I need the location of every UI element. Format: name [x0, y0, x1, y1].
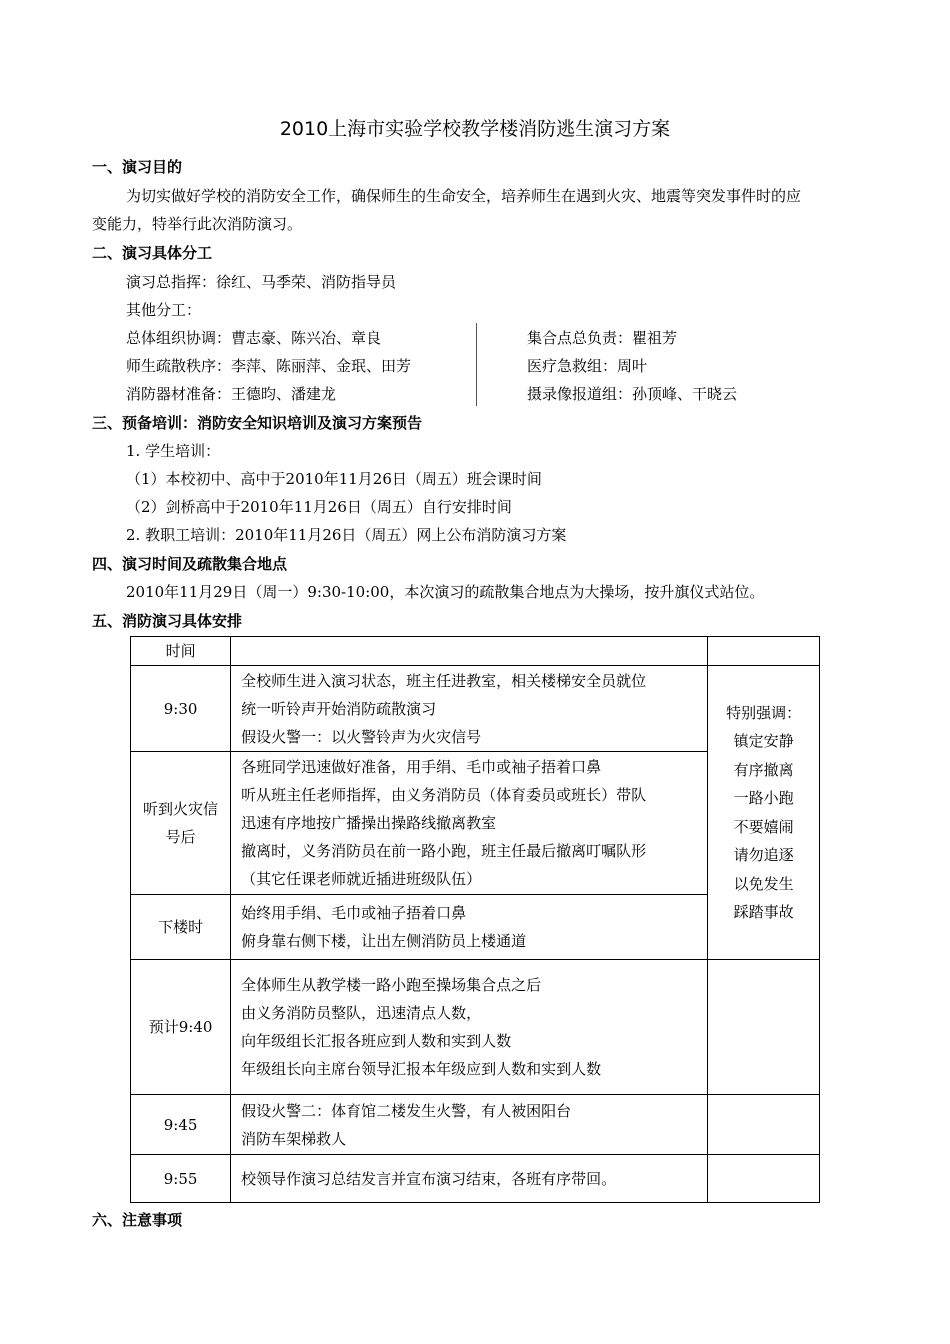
note-line: 请勿追逐: [733, 846, 794, 864]
duty-left-3: 消防器材准备：王德昀、潘建龙: [126, 385, 337, 403]
table-row: [131, 960, 820, 1095]
duty-divider: [476, 323, 477, 406]
table-row: [131, 1095, 820, 1155]
row-line: 始终用手绢、毛巾或袖子捂着口鼻: [241, 904, 467, 922]
training-item-2: （1）本校初中、高中于2010年11月26日（周五）班会课时间: [126, 470, 542, 488]
row-line: 校领导作演习总结发言并宣布演习结束，各班有序带回。: [241, 1169, 617, 1188]
training-item-1: 1. 学生培训：: [126, 442, 221, 460]
duty-left-1: 总体组织协调：曹志豪、陈兴冶、章良: [126, 329, 382, 347]
row-content: [231, 1155, 708, 1203]
section1-para-line1: 为切实做好学校的消防安全工作，确保师生的生命安全，培养师生在遇到火灾、地震等突发事件时的应: [126, 187, 802, 205]
row-time: 9:30: [131, 666, 231, 752]
duty-left-2: 师生疏散秩序：李萍、陈丽萍、金珉、田芳: [126, 357, 412, 375]
note-line: 不要嬉闹: [733, 817, 794, 836]
row-time: 9:45: [131, 1095, 231, 1155]
section5-heading: 五、消防演习具体安排: [92, 612, 243, 630]
row-time: 9:55: [131, 1155, 231, 1203]
row-line: 假设火警二：体育馆二楼发生火警，有人被困阳台: [241, 1101, 572, 1120]
table-row: [131, 666, 820, 752]
empty-note-cell: [708, 960, 820, 1095]
row-time: 听到火灾信号后: [131, 752, 231, 895]
row-line: 撤离时，义务消防员在前一路小跑，班主任最后撤离叮嘱队形: [241, 842, 647, 860]
row-line: 年级组长向主席台领导汇报本年级应到人数和实到人数: [241, 1060, 602, 1078]
table-row: [131, 1155, 820, 1203]
duty-right-3: 摄录像报道组：孙顶峰、干晓云: [527, 385, 738, 403]
table-header-note: [708, 637, 820, 666]
document-title: 2010上海市实验学校教学楼消防逃生演习方案: [279, 118, 671, 140]
table-header-time: 时间: [131, 637, 231, 666]
row-content: [231, 752, 708, 895]
row-line: 统一听铃声开始消防疏散演习: [241, 699, 437, 718]
empty-note-cell: [708, 1155, 820, 1203]
section4-text: 2010年11月29日（周一）9:30-10:00，本次演习的疏散集合地点为大操场，按升旗仪式站位。: [126, 583, 765, 601]
table-header-row: [131, 637, 820, 666]
note-line: 一路小跑: [733, 789, 794, 807]
note-line: 以免发生: [733, 874, 794, 893]
commander-line: 演习总指挥：徐红、马季荣、消防指导员: [126, 273, 397, 291]
row-line: 迅速有序地按广播操出操路线撤离教室: [241, 814, 497, 832]
duty-right-2: 医疗急救组：周叶: [527, 357, 648, 375]
other-duties-label: 其他分工：: [126, 301, 202, 319]
row-line: 全体师生从教学楼一路小跑至操场集合点之后: [241, 976, 542, 994]
row-line: 俯身靠右侧下楼，让出左侧消防员上楼通道: [241, 932, 527, 950]
note-line: 踩踏事故: [733, 903, 794, 921]
section3-heading: 三、预备培训：消防安全知识培训及演习方案预告: [92, 414, 423, 432]
special-emphasis-note: [708, 666, 820, 960]
section1-heading: 一、演习目的: [92, 158, 183, 176]
section2-heading: 二、演习具体分工: [92, 244, 213, 262]
row-content: [231, 666, 708, 752]
row-time: 下楼时: [131, 895, 231, 960]
section1-para-line2: 变能力，特举行此次消防演习。: [92, 215, 303, 233]
row-line: 听从班主任老师指挥，由义务消防员（体育委员或班长）带队: [241, 786, 647, 804]
row-line: （其它任课老师就近插进班级队伍）: [241, 870, 482, 888]
drill-schedule-table: [130, 636, 820, 1203]
row-line: 全校师生进入演习状态，班主任进教室，相关楼梯安全员就位: [241, 671, 647, 690]
duty-right-1: 集合点总负责：瞿祖芳: [527, 329, 678, 347]
row-line: 各班同学迅速做好准备，用手绢、毛巾或袖子捂着口鼻: [241, 758, 602, 776]
row-line: 假设火警一：以火警铃声为火灾信号: [241, 727, 482, 746]
row-content: [231, 1095, 708, 1155]
empty-note-cell: [708, 1095, 820, 1155]
row-content: [231, 960, 708, 1095]
row-time: 预计9:40: [131, 960, 231, 1095]
row-line: 消防车架梯救人: [241, 1129, 347, 1148]
training-item-3: （2）剑桥高中于2010年11月26日（周五）自行安排时间: [126, 498, 512, 516]
row-content: [231, 895, 708, 960]
section6-heading: 六、注意事项: [92, 1211, 183, 1229]
note-line: 有序撤离: [733, 760, 794, 779]
training-item-4: 2. 教职工培训：2010年11月26日（周五）网上公布消防演习方案: [126, 526, 567, 544]
row-line: 由义务消防员整队，迅速清点人数，: [241, 1004, 482, 1022]
table-header-content: [231, 637, 708, 666]
row-line: 向年级组长汇报各班应到人数和实到人数: [241, 1032, 512, 1050]
section4-heading: 四、演习时间及疏散集合地点: [92, 555, 288, 573]
note-line: 镇定安静: [733, 732, 794, 750]
note-line: 特别强调：: [726, 703, 802, 722]
